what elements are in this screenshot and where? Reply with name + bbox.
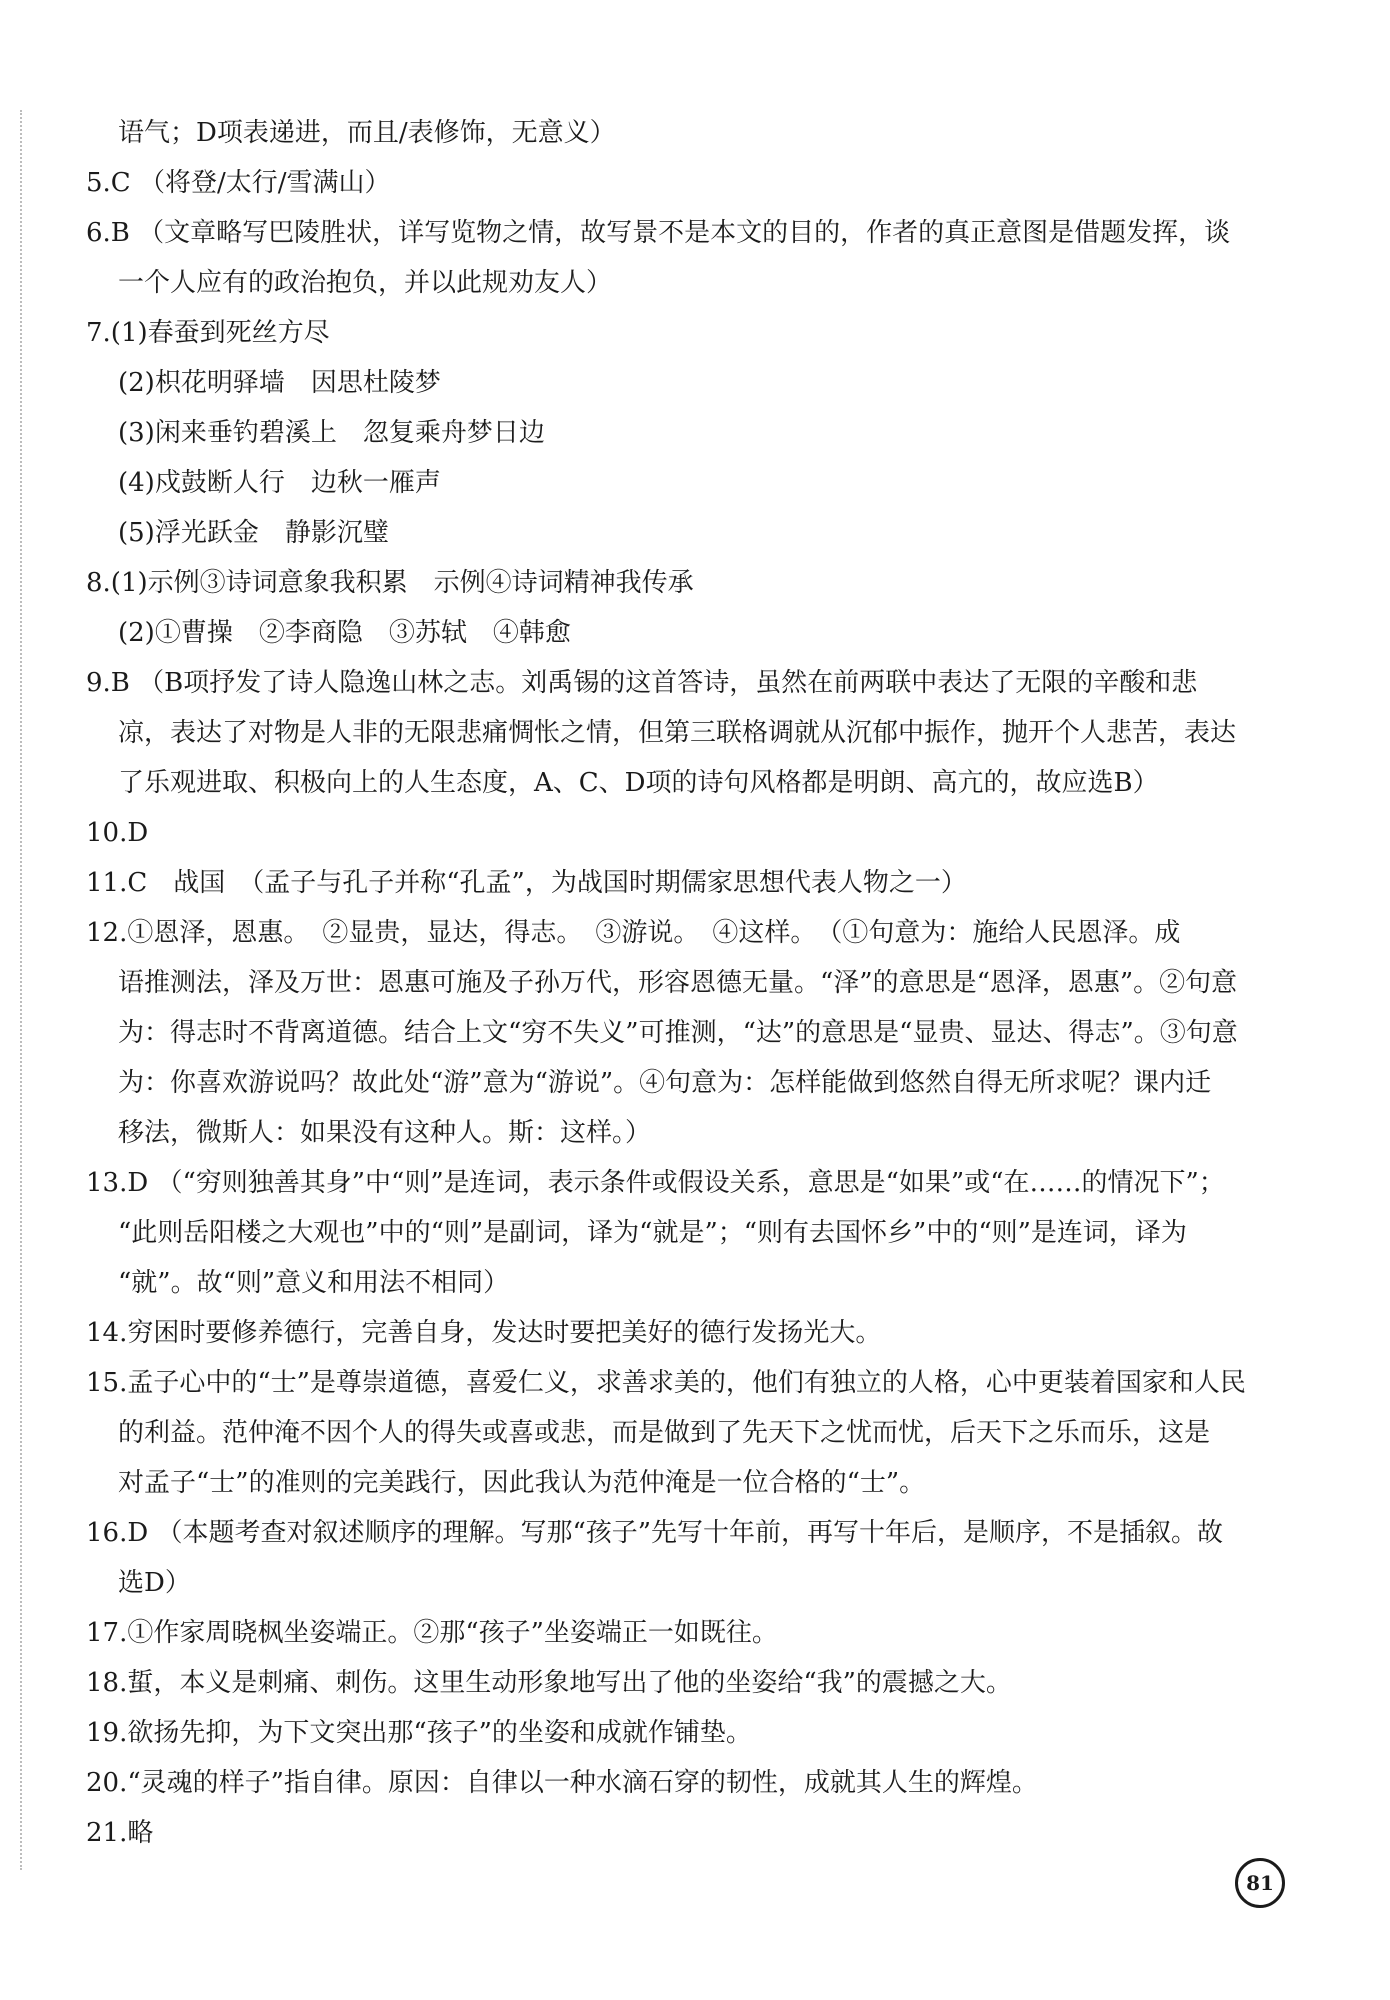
text-line: 17.①作家周晓枫坐姿端正。②那“孩子”坐姿端正一如既往。: [86, 1618, 778, 1648]
page-number: 81: [1235, 1858, 1285, 1908]
text-line: 7.(1)春蚕到死丝方尽: [86, 318, 330, 348]
text-line: 12.①恩泽，恩惠。 ②显贵，显达，得志。 ③游说。 ④这样。 （①句意为：施给人民恩泽。成: [86, 918, 1181, 948]
text-line: 9.B （B项抒发了诗人隐逸山林之志。刘禹锡的这首答诗，虽然在前两联中表达了无限的辛酸和悲: [86, 668, 1198, 698]
text-line: 对孟子“士”的准则的完美践行，因此我认为范仲淹是一位合格的“士”。: [118, 1468, 926, 1498]
text-line: 19.欲扬先抑，为下文突出那“孩子”的坐姿和成就作铺垫。: [86, 1718, 752, 1748]
text-line: 10.D: [86, 818, 149, 848]
text-line: 为：得志时不背离道德。结合上文“穷不失义”可推测，“达”的意思是“显贵、显达、得志”。③句意: [118, 1018, 1238, 1048]
text-line: 16.D （本题考查对叙述顺序的理解。写那“孩子”先写十年前，再写十年后，是顺序，不是插叙。故: [86, 1518, 1224, 1548]
text-line: 语推测法，泽及万世：恩惠可施及子孙万代，形容恩德无量。“泽”的意思是“恩泽，恩惠”。②句意: [118, 968, 1238, 998]
text-line: 移法，微斯人：如果没有这种人。斯：这样。）: [118, 1118, 652, 1148]
text-line: 语气；D项表递进，而且/表修饰，无意义）: [118, 118, 616, 148]
text-line: (5)浮光跃金 静影沉璧: [118, 518, 389, 548]
text-line: 18.蜇，本义是刺痛、刺伤。这里生动形象地写出了他的坐姿给“我”的震撼之大。: [86, 1668, 1012, 1698]
text-line: 15.孟子心中的“士”是尊崇道德，喜爱仁义，求善求美的，他们有独立的人格，心中更装着国家和人民: [86, 1368, 1246, 1398]
text-line: “此则岳阳楼之大观也”中的“则”是副词，译为“就是”；“则有去国怀乡”中的“则”是连词，译为: [118, 1218, 1187, 1248]
text-line: 凉，表达了对物是人非的无限悲痛惆怅之情，但第三联格调就从沉郁中振作，抛开个人悲苦，表达: [118, 718, 1237, 748]
text-line: 11.C 战国 （孟子与孔子并称“孔孟”，为战国时期儒家思想代表人物之一）: [86, 868, 967, 898]
text-line: 选D）: [118, 1568, 191, 1598]
text-line: 5.C （将登/太行/雪满山）: [86, 168, 391, 198]
margin-dotted-rule: [20, 110, 22, 1870]
text-line: 为：你喜欢游说吗？故此处“游”意为“游说”。④句意为：怎样能做到悠然自得无所求呢？课内迁: [118, 1068, 1212, 1098]
text-line: (4)戍鼓断人行 边秋一雁声: [118, 468, 441, 498]
text-line: 了乐观进取、积极向上的人生态度，A、C、D项的诗句风格都是明朗、高亢的，故应选B）: [118, 768, 1159, 798]
text-line: 14.穷困时要修养德行，完善自身，发达时要把美好的德行发扬光大。: [86, 1318, 882, 1348]
text-line: 6.B （文章略写巴陵胜状，详写览物之情，故写景不是本文的目的，作者的真正意图是借题发挥，谈: [86, 218, 1231, 248]
text-line: 21.略: [86, 1818, 154, 1848]
text-line: 一个人应有的政治抱负，并以此规劝友人）: [118, 268, 613, 298]
text-line: (2)①曹操 ②李商隐 ③苏轼 ④韩愈: [118, 618, 571, 648]
text-line: 8.(1)示例③诗词意象我积累 示例④诗词精神我传承: [86, 568, 694, 598]
text-line: “就”。故“则”意义和用法不相同）: [118, 1268, 510, 1298]
text-line: 的利益。范仲淹不因个人的得失或喜或悲，而是做到了先天下之忧而忧，后天下之乐而乐，这是: [118, 1418, 1211, 1448]
text-line: (2)枳花明驿墙 因思杜陵梦: [118, 368, 441, 398]
answer-text-block: [86, 108, 1286, 1858]
text-line: 13.D （“穷则独善其身”中“则”是连词，表示条件或假设关系，意思是“如果”或“在……的情况下”；: [86, 1168, 1225, 1198]
text-line: (3)闲来垂钓碧溪上 忽复乘舟梦日边: [118, 418, 545, 448]
text-line: 20.“灵魂的样子”指自律。原因：自律以一种水滴石穿的韧性，成就其人生的辉煌。: [86, 1768, 1038, 1798]
